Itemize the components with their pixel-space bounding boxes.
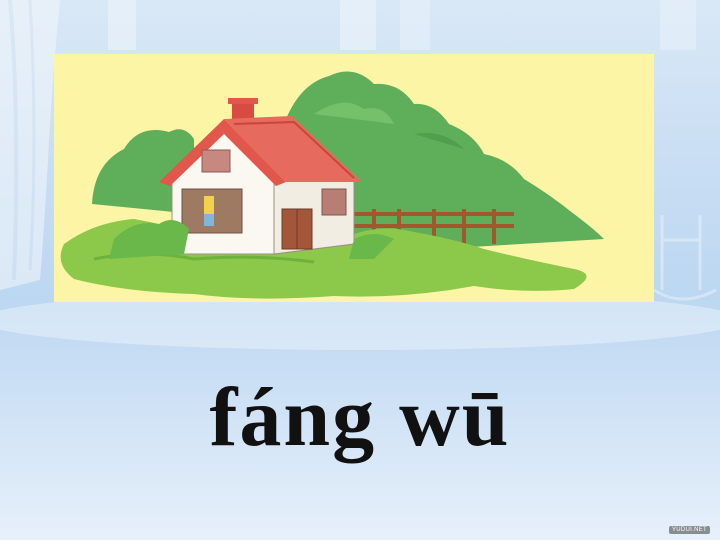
watermark: YUDUI.NET: [669, 526, 710, 534]
curtain-left: [0, 0, 60, 290]
house-picture: [54, 54, 654, 302]
window-columns: [108, 0, 696, 50]
pinyin-word: fáng wū: [209, 371, 511, 464]
chair-silhouette: [654, 215, 716, 299]
